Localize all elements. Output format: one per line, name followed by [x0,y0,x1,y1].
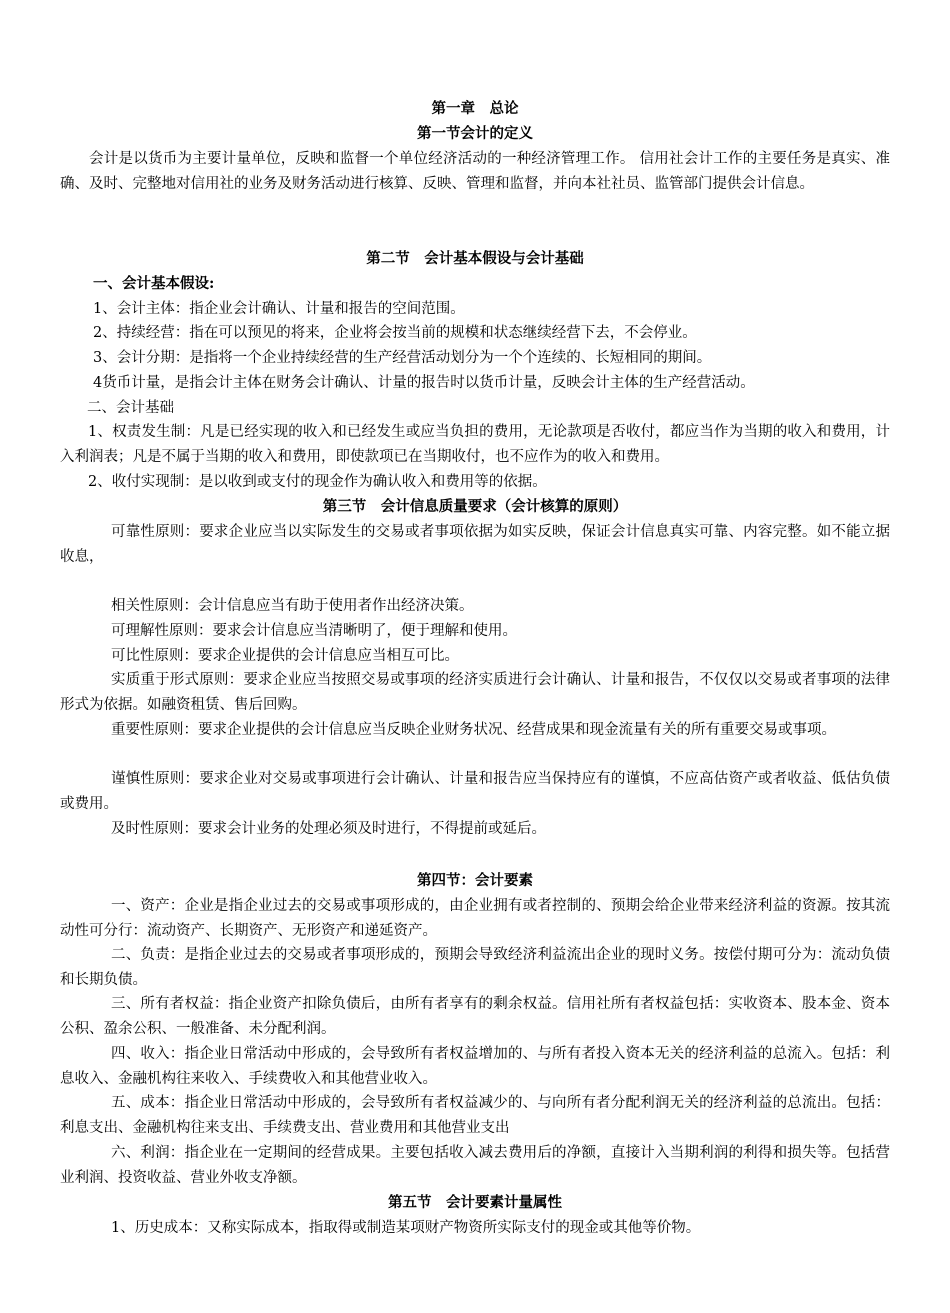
section-1-title: 第一节会计的定义 [417,125,533,142]
principle-item: 重要性原则：要求企业提供的会计信息应当反映企业财务状况、经营成果和现金流量有关的所有重要交易或事项。 [111,722,836,738]
measurement-item: 1、历史成本：又称实际成本，指取得或制造某项财产物资所实际支付的现金或其他等价物。 [111,1220,701,1236]
assumption-item: 3、会计分期：是指将一个企业持续经营的生产经营活动划分为一个个连续的、长短相同的期间。 [93,350,712,366]
principle-item: 实质重于形式原则：要求企业应当按照交易或事项的经济实质进行会计确认、计量和报告，不仅仅以交易或者事项的法律形式为依据。如融资租赁、售后回购。 [60,672,890,713]
section-1-paragraph: 会计是以货币为主要计量单位，反映和监督一个单位经济活动的一种经济管理工作。 信用社会计工作的主要任务是真实、准确、及时、完整地对信用社的业务及财务活动进行核算、反映、管理和监督，并向本社社员、监管部门提供会计信息。 [60,151,890,192]
chapter-title: 第一章 总论 [431,100,519,117]
principle-item: 可比性原则：要求企业提供的会计信息应当相互可比。 [111,648,459,664]
section-2-subheading-1: 一、会计基本假设: [93,275,215,292]
element-item: 二、负责：是指企业过去的交易或者事项形成的，预期会导致经济利益流出企业的现时义务。按偿付期可分为：流动负债和长期负债。 [60,947,890,988]
principle-item: 相关性原则：会计信息应当有助于使用者作出经济决策。 [111,598,474,614]
element-item: 三、所有者权益：指企业资产扣除负债后，由所有者享有的剩余权益。信用社所有者权益包括：实收资本、股本金、资本公积、盈余公积、一般准备、未分配利润。 [60,996,890,1037]
element-item: 六、利润：指企业在一定期间的经营成果。主要包括收入减去费用后的净额，直接计入当期利润的利得和损失等。包括营业利润、投资收益、营业外收支净额。 [60,1145,890,1186]
section-2-subheading-2: 二、会计基础 [87,400,174,416]
assumption-item: 1、会计主体：指企业会计确认、计量和报告的空间范围。 [93,301,465,317]
basis-item: 1、权责发生制：凡是已经实现的收入和已经发生或应当负担的费用，无论款项是否收付，都应当作为当期的收入和费用，计入利润表；凡是不属于当期的收入和费用，即使款项已在当期收付，也不应作为的收入和费用。 [60,424,890,465]
element-item: 五、成本：指企业日常活动中形成的，会导致所有者权益减少的、与向所有者分配利润无关的经济利益的总流出。包括：利息支出、金融机构往来支出、手续费支出、营业费用和其他营业支出 [60,1095,890,1136]
section-3-title: 第三节 会计信息质量要求（会计核算的原则） [322,498,628,515]
element-item: 四、收入：指企业日常活动中形成的，会导致所有者权益增加的、与所有者投入资本无关的经济利益的总流入。包括：利息收入、金融机构往来收入、手续费收入和其他营业收入。 [60,1046,890,1087]
assumption-item: 4货币计量，是指会计主体在财务会计确认、计量的报告时以货币计量，反映会计主体的生产经营活动。 [93,375,755,391]
principle-item: 可靠性原则：要求企业应当以实际发生的交易或者事项依据为如实反映，保证会计信息真实可靠、内容完整。如不能立据收息， [60,524,890,565]
element-item: 一、资产：企业是指企业过去的交易或事项形成的，由企业拥有或者控制的、预期会给企业带来经济利益的资源。按其流动性可分行：流动资产、长期资产、无形资产和递延资产。 [60,898,890,939]
section-4-title: 第四节：会计要素 [417,872,533,889]
assumption-item: 2、持续经营：指在可以预见的将来，企业将会按当前的规模和状态继续经营下去，不会停业。 [93,325,697,341]
principle-item: 谨慎性原则：要求企业对交易或事项进行会计确认、计量和报告应当保持应有的谨慎，不应高估资产或者收益、低估负债或费用。 [60,771,890,812]
principle-item: 可理解性原则：要求会计信息应当清晰明了，便于理解和使用。 [111,623,517,639]
section-5-title: 第五节 会计要素计量属性 [388,1194,562,1211]
section-2-title: 第二节 会计基本假设与会计基础 [366,250,584,267]
principle-item: 及时性原则：要求会计业务的处理必须及时进行，不得提前或延后。 [111,821,546,837]
basis-item: 2、收付实现制：是以收到或支付的现金作为确认收入和费用等的依据。 [88,474,547,490]
